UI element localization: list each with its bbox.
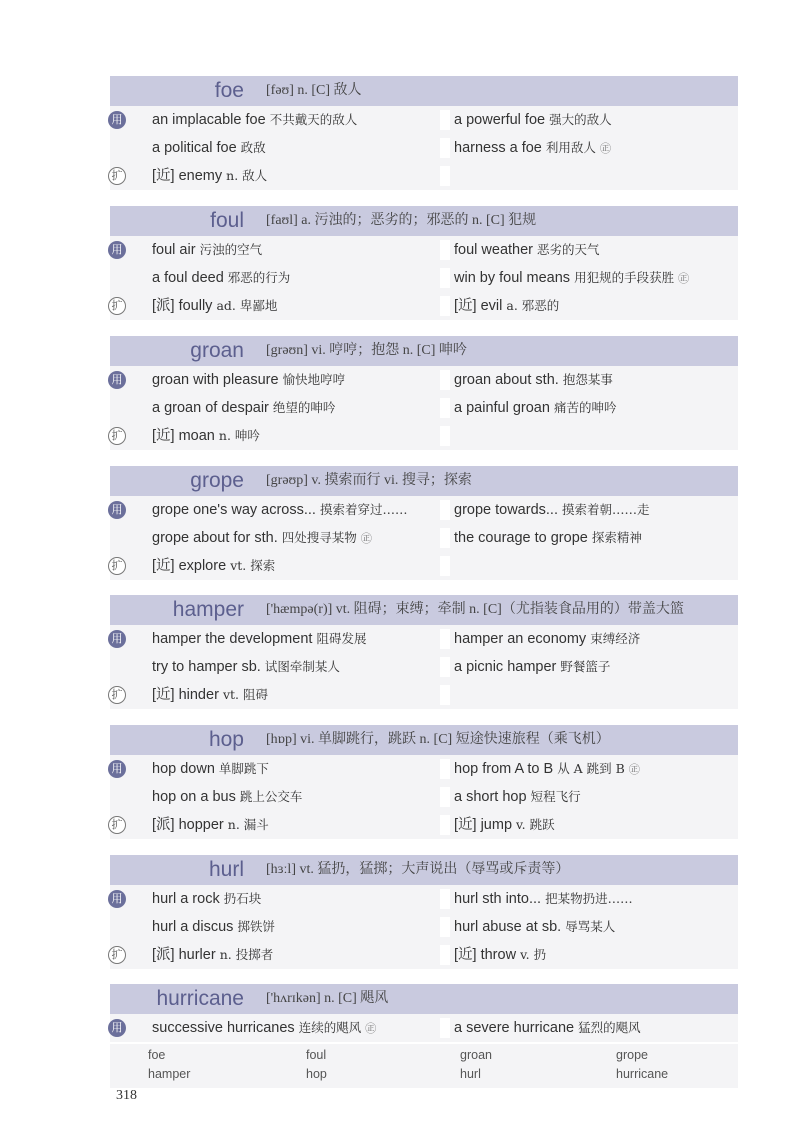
phrase-left — [152, 366, 345, 394]
definition: [faʊl] a. 污浊的；恶劣的；邪恶的 n. [C] 犯规 — [266, 213, 537, 228]
usage-icon: 用 — [108, 501, 126, 519]
phrase-english: try to hamper sb. — [152, 659, 261, 675]
phrase-left — [152, 941, 273, 969]
column-divider — [440, 138, 450, 158]
phrase-right — [454, 496, 650, 524]
phrase-left — [152, 236, 262, 264]
example-row — [110, 885, 738, 913]
headword: foul — [210, 209, 244, 232]
column-divider — [440, 787, 450, 807]
phrase-chinese: 猛烈的飓风 — [578, 1020, 641, 1035]
phrase-english: [派] hurler — [152, 947, 216, 963]
example-row — [110, 783, 738, 811]
example-row — [110, 394, 738, 422]
column-divider — [440, 1018, 450, 1038]
column-divider — [440, 398, 450, 418]
word-index — [110, 1044, 738, 1088]
usage-icon: 用 — [108, 371, 126, 389]
phrase-chinese: 绝望的呻吟 — [272, 400, 336, 415]
definition: ['hʌrɪkən] n. [C] 飓风 — [266, 991, 389, 1006]
exam-mark-icon: ㊣ — [628, 763, 640, 776]
headword: hurl — [208, 858, 244, 881]
phrase-english: [近] enemy — [152, 168, 223, 184]
phrase-english: a picnic hamper — [454, 659, 557, 675]
phrase-english: hamper an economy — [454, 631, 587, 647]
column-divider — [440, 528, 450, 548]
phrase-right — [454, 783, 581, 811]
phrase-english: hurl a rock — [152, 891, 220, 907]
entry-groan — [110, 336, 738, 450]
phrase-chinese: vt. 阻碍 — [222, 687, 268, 702]
phrase-chinese: 掷铁饼 — [237, 919, 275, 934]
phrase-left — [152, 162, 267, 190]
phrase-english: hop on a bus — [152, 789, 236, 805]
entry-header — [110, 76, 738, 106]
example-row — [110, 134, 738, 162]
phrase-left — [152, 134, 266, 162]
phrase-english: [派] foully — [152, 298, 213, 314]
index-word: groan — [460, 1048, 492, 1062]
phrase-right — [454, 236, 600, 264]
phrase-left — [152, 422, 260, 450]
phrase-english: harness a foe — [454, 140, 542, 156]
entry-foul — [110, 206, 738, 320]
phrase-chinese: n. 漏斗 — [227, 817, 269, 832]
phrase-english: hurl a discus — [152, 919, 234, 935]
phrase-chinese: 把某物扔进…… — [545, 891, 633, 906]
entry-foe — [110, 76, 738, 190]
example-row — [110, 653, 738, 681]
phrase-right — [454, 811, 555, 839]
phrase-english: [近] jump — [454, 817, 513, 833]
phrase-left — [152, 1014, 376, 1043]
example-row — [110, 106, 738, 134]
definition: [fəʊ] n. [C] 敌人 — [266, 83, 362, 98]
phrase-english: hop from A to B — [454, 761, 554, 777]
example-row — [110, 755, 738, 783]
entry-hurl — [110, 855, 738, 969]
column-divider — [440, 500, 450, 520]
phrase-chinese: 单脚跳下 — [218, 761, 269, 776]
entry-body — [110, 236, 738, 320]
definition: ['hæmpə(r)] vt. 阻碍；束缚；牵制 n. [C]（尤指装食品用的）带盖大篮 — [266, 602, 684, 617]
column-divider — [440, 426, 450, 446]
phrase-chinese: vt. 探索 — [230, 558, 276, 573]
entry-body — [110, 1014, 738, 1042]
phrase-chinese: 短程飞行 — [530, 789, 581, 804]
phrase-chinese: 恶劣的天气 — [537, 242, 600, 257]
phrase-left — [152, 783, 302, 811]
example-row — [110, 524, 738, 552]
column-divider — [440, 629, 450, 649]
phrase-left — [152, 394, 335, 422]
phrase-left — [152, 625, 366, 653]
entry-header — [110, 984, 738, 1014]
phrase-chinese: 愉快地哼哼 — [282, 372, 346, 387]
phrase-english: hurl sth into... — [454, 891, 542, 907]
column-divider — [440, 296, 450, 316]
example-row — [110, 292, 738, 320]
phrase-chinese: 从 A 跳到 B — [557, 761, 625, 776]
phrase-chinese: 跳上公交车 — [239, 789, 303, 804]
phrase-english: a foul deed — [152, 270, 224, 286]
phrase-english: the courage to grope — [454, 530, 588, 546]
phrase-chinese: 抱怨某事 — [562, 372, 613, 387]
example-row — [110, 496, 738, 524]
phrase-right — [454, 885, 633, 913]
phrase-left — [152, 292, 277, 320]
phrase-english: win by foul means — [454, 270, 571, 286]
column-divider — [440, 917, 450, 937]
phrase-left — [152, 755, 269, 783]
exam-mark-icon: ㊣ — [365, 1022, 377, 1035]
phrase-english: groan about sth. — [454, 372, 559, 388]
usage-icon: 用 — [108, 760, 126, 778]
entry-hop — [110, 725, 738, 839]
entry-header — [110, 336, 738, 366]
headword: grope — [190, 469, 244, 492]
phrase-english: hamper the development — [152, 631, 313, 647]
headword: groan — [190, 339, 244, 362]
index-word: foul — [306, 1048, 327, 1062]
phrase-english: [近] throw — [454, 947, 517, 963]
example-row — [110, 913, 738, 941]
column-divider — [440, 657, 450, 677]
phrase-right — [454, 524, 642, 552]
phrase-english: an implacable foe — [152, 112, 266, 128]
example-row — [110, 236, 738, 264]
index-word: foe — [148, 1048, 166, 1062]
entry-body — [110, 755, 738, 839]
column-divider — [440, 945, 450, 965]
column-divider — [440, 685, 450, 705]
phrase-chinese: 利用敌人 — [545, 140, 596, 155]
phrase-english: [派] hopper — [152, 817, 224, 833]
phrase-chinese: n. 敌人 — [226, 168, 268, 183]
definition: [hɒp] vi. 单脚跳行，跳跃 n. [C] 短途快速旅程（乘飞机） — [266, 732, 610, 747]
phrase-right — [454, 264, 689, 293]
example-row — [110, 162, 738, 190]
phrase-right — [454, 394, 616, 422]
phrase-right — [454, 625, 640, 653]
phrase-chinese: a. 邪恶的 — [506, 298, 560, 313]
extension-icon: 扩 — [108, 557, 126, 575]
example-row — [110, 552, 738, 580]
phrase-chinese: 辱骂某人 — [565, 919, 616, 934]
definition: [grəʊp] v. 摸索而行 vi. 搜寻；探索 — [266, 473, 472, 488]
phrase-chinese: 强大的敌人 — [549, 112, 612, 127]
column-divider — [440, 815, 450, 835]
entry-body — [110, 106, 738, 190]
example-row — [110, 422, 738, 450]
exam-mark-icon: ㊣ — [360, 532, 372, 545]
phrase-chinese: v. 扔 — [520, 947, 547, 962]
example-row — [110, 625, 738, 653]
usage-icon: 用 — [108, 111, 126, 129]
column-divider — [440, 759, 450, 779]
usage-icon: 用 — [108, 241, 126, 259]
phrase-chinese: 试图牵制某人 — [264, 659, 340, 674]
phrase-right — [454, 366, 613, 394]
phrase-chinese: n. 呻吟 — [218, 428, 260, 443]
phrase-chinese: n. 投掷者 — [219, 947, 274, 962]
phrase-english: groan with pleasure — [152, 372, 279, 388]
phrase-left — [152, 681, 268, 709]
phrase-right — [454, 292, 559, 320]
phrase-english: [近] explore — [152, 558, 227, 574]
example-row — [110, 264, 738, 292]
entry-body — [110, 366, 738, 450]
phrase-english: [近] evil — [454, 298, 503, 314]
phrase-chinese: 政敌 — [240, 140, 266, 155]
example-row — [110, 941, 738, 969]
phrase-chinese: 摸索着朝……走 — [562, 502, 650, 517]
phrase-english: hop down — [152, 761, 215, 777]
phrase-chinese: 束缚经济 — [590, 631, 641, 646]
column-divider — [440, 166, 450, 186]
phrase-left — [152, 552, 275, 580]
headword: hurricane — [156, 987, 244, 1010]
extension-icon: 扩 — [108, 427, 126, 445]
phrase-chinese: 不共戴天的敌人 — [269, 112, 358, 127]
phrase-english: a short hop — [454, 789, 527, 805]
example-row — [110, 681, 738, 709]
phrase-right — [454, 653, 610, 681]
phrase-english: foul weather — [454, 242, 533, 258]
phrase-english: a political foe — [152, 140, 237, 156]
entry-header — [110, 206, 738, 236]
usage-icon: 用 — [108, 630, 126, 648]
phrase-english: a groan of despair — [152, 400, 269, 416]
phrase-right — [454, 134, 611, 163]
phrase-left — [152, 524, 372, 553]
index-word: hurl — [460, 1067, 481, 1081]
phrase-english: grope one's way across... — [152, 502, 316, 518]
headword: hamper — [172, 598, 244, 621]
index-word: grope — [616, 1048, 648, 1062]
phrase-chinese: 阻碍发展 — [316, 631, 367, 646]
phrase-left — [152, 811, 269, 839]
example-row — [110, 1014, 738, 1042]
phrase-chinese: 用犯规的手段获胜 — [574, 270, 675, 285]
definition: [hɜːl] vt. 猛扔，猛掷；大声说出（辱骂或斥责等） — [266, 862, 570, 877]
phrase-english: [近] moan — [152, 428, 215, 444]
column-divider — [440, 268, 450, 288]
headword: hop — [208, 728, 244, 751]
phrase-right — [454, 755, 640, 784]
entry-body — [110, 625, 738, 709]
phrase-chinese: v. 跳跃 — [516, 817, 555, 832]
column-divider — [440, 556, 450, 576]
phrase-left — [152, 653, 340, 681]
page-number: 318 — [116, 1088, 137, 1103]
phrase-english: [近] hinder — [152, 687, 219, 703]
extension-icon: 扩 — [108, 686, 126, 704]
extension-icon: 扩 — [108, 167, 126, 185]
phrase-chinese: 污浊的空气 — [199, 242, 263, 257]
entry-hurricane — [110, 984, 738, 1042]
definition: [grəʊn] vi. 哼哼；抱怨 n. [C] 呻吟 — [266, 343, 467, 358]
index-word: hurricane — [616, 1067, 669, 1081]
phrase-english: a powerful foe — [454, 112, 546, 128]
exam-mark-icon: ㊣ — [678, 272, 690, 285]
usage-icon: 用 — [108, 890, 126, 908]
phrase-left — [152, 885, 261, 913]
phrase-chinese: 痛苦的呻吟 — [553, 400, 617, 415]
column-divider — [440, 370, 450, 390]
phrase-english: successive hurricanes — [152, 1020, 295, 1036]
extension-icon: 扩 — [108, 816, 126, 834]
example-row — [110, 366, 738, 394]
entry-body — [110, 496, 738, 580]
entry-hamper — [110, 595, 738, 709]
example-row — [110, 811, 738, 839]
phrase-english: grope about for sth. — [152, 530, 278, 546]
phrase-chinese: 连续的飓风 — [298, 1020, 362, 1035]
phrase-left — [152, 496, 408, 524]
index-word: hop — [306, 1067, 327, 1081]
phrase-chinese: 扔石块 — [223, 891, 262, 906]
phrase-left — [152, 264, 290, 292]
phrase-right — [454, 106, 612, 134]
phrase-left — [152, 913, 275, 941]
column-divider — [440, 889, 450, 909]
entry-header — [110, 595, 738, 625]
extension-icon: 扩 — [108, 297, 126, 315]
phrase-right — [454, 941, 546, 969]
phrase-chinese: 探索精神 — [591, 530, 642, 545]
phrase-chinese: 四处搜寻某物 — [281, 530, 357, 545]
phrase-chinese: 摸索着穿过…… — [320, 502, 408, 517]
entry-header — [110, 855, 738, 885]
column-divider — [440, 110, 450, 130]
phrase-english: grope towards... — [454, 502, 558, 518]
entry-header — [110, 466, 738, 496]
usage-icon: 用 — [108, 1019, 126, 1037]
phrase-chinese: 邪恶的行为 — [227, 270, 291, 285]
index-word: hamper — [148, 1067, 191, 1081]
phrase-english: a painful groan — [454, 400, 550, 416]
entry-body — [110, 885, 738, 969]
phrase-right — [454, 1014, 641, 1042]
extension-icon: 扩 — [108, 946, 126, 964]
exam-mark-icon: ㊣ — [599, 142, 611, 155]
phrase-english: a severe hurricane — [454, 1020, 575, 1036]
phrase-chinese: 野餐篮子 — [560, 659, 611, 674]
phrase-english: hurl abuse at sb. — [454, 919, 562, 935]
headword: foe — [214, 79, 244, 102]
phrase-english: foul air — [152, 242, 196, 258]
column-divider — [440, 240, 450, 260]
phrase-right — [454, 913, 615, 941]
entry-header — [110, 725, 738, 755]
phrase-chinese: ad. 卑鄙地 — [216, 298, 278, 313]
entry-grope — [110, 466, 738, 580]
phrase-left — [152, 106, 357, 134]
